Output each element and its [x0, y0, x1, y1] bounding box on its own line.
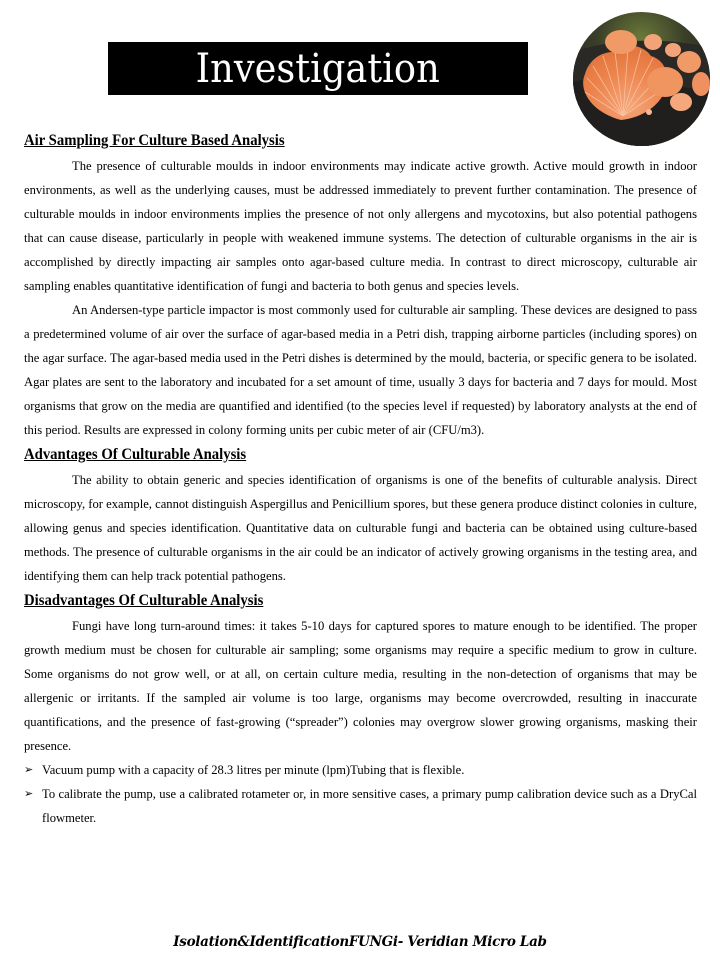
mushroom-cap-small	[605, 30, 637, 54]
section-heading: Air Sampling For Culture Based Analysis	[24, 132, 285, 149]
arrow-bullet-icon: ➢	[24, 788, 34, 800]
list-item-text: Vacuum pump with a capacity of 28.3 litres per minute (lpm)Tubing that is flexible.	[42, 763, 465, 777]
list-item-text: To calibrate the pump, use a calibrated rotameter or, in more sensitive cases, a primary pump calibration device such as a DryCal flowmeter.	[42, 787, 697, 825]
mushroom-image	[573, 12, 710, 146]
paragraph: The presence of culturable moulds in indoor environments may indicate active growth. Active mould growth in indoor environments, as well as the underlying causes, must be addressed immediately to prevent further contamination. The presence of culturable moulds in indoor environments implies the presence of not only allergens and mycotoxins, but also potential pathogens that can cause disease, particularly in people with weakened immune systems. The detection of culturable organisms in the air is accomplished by directly impacting air samples onto agar-based culture media. In contrast to direct microscopy, culturable air sampling enables quantitative identification of fungi and bacteria to both genus and species levels.	[24, 159, 697, 293]
section-heading: Disadvantages Of Culturable Analysis	[24, 592, 264, 609]
page-title: Investigation	[195, 45, 441, 92]
paragraph: Fungi have long turn-around times: it takes 5-10 days for captured spores to mature enough to be identified. The proper growth medium must be chosen for culturable air sampling; some organisms may require a specific medium to grow in culture. Some organisms do not grow well, or at all, on certain culture media, resulting in the non-detection of organisms that may be allergenic or irritants. If the sampled air volume is too large, organisms may become overcrowded, resulting in inaccurate quantifications, and the presence of fast-growing (“spreader”) colonies may overgrow slower growing organisms, masking their presence.	[24, 619, 697, 753]
section-air-sampling	[24, 128, 697, 442]
paragraph: The ability to obtain generic and species identification of organisms is one of the benefits of culturable analysis. Direct microscopy, for example, cannot distinguish Aspergillus and Penicillium spores, but these genera produce distinct colonies in culture, allowing genus and species identification. Quantitative data on culturable fungi and bacteria can be obtained using culture-based methods. The presence of culturable organisms in the air could be an indicator of actively growing organisms in the testing area, and identifying them can help track potential pathogens.	[24, 473, 697, 583]
document-body	[24, 128, 697, 830]
section-heading: Advantages Of Culturable Analysis	[24, 446, 247, 463]
section-disadvantages	[24, 588, 697, 758]
paragraph: An Andersen-type particle impactor is most commonly used for culturable air sampling. These devices are designed to pass a predetermined volume of air over the surface of agar-based media in a Petri dish, trapping airborne particles (including spores) on the agar surface. The agar-based media used in the Petri dishes is determined by the mould, bacteria, or specific genera to be isolated. Agar plates are sent to the laboratory and incubated for a set amount of time, usually 3 days for bacteria and 7 days for mould. Most organisms that grow on the media are quantified and identified (to the species level if requested) by laboratory analysts at the end of this period. Results are expressed in colony forming units per cubic meter of air (CFU/m3).	[24, 303, 697, 437]
section-advantages	[24, 442, 697, 588]
list-item	[24, 758, 697, 782]
list-item	[24, 782, 697, 830]
page-footer: Isolation&IdentificationFUNGi- Veridian Micro Lab	[173, 934, 547, 950]
equipment-list	[24, 758, 697, 830]
page-title-banner	[108, 42, 528, 95]
arrow-bullet-icon: ➢	[24, 764, 34, 776]
